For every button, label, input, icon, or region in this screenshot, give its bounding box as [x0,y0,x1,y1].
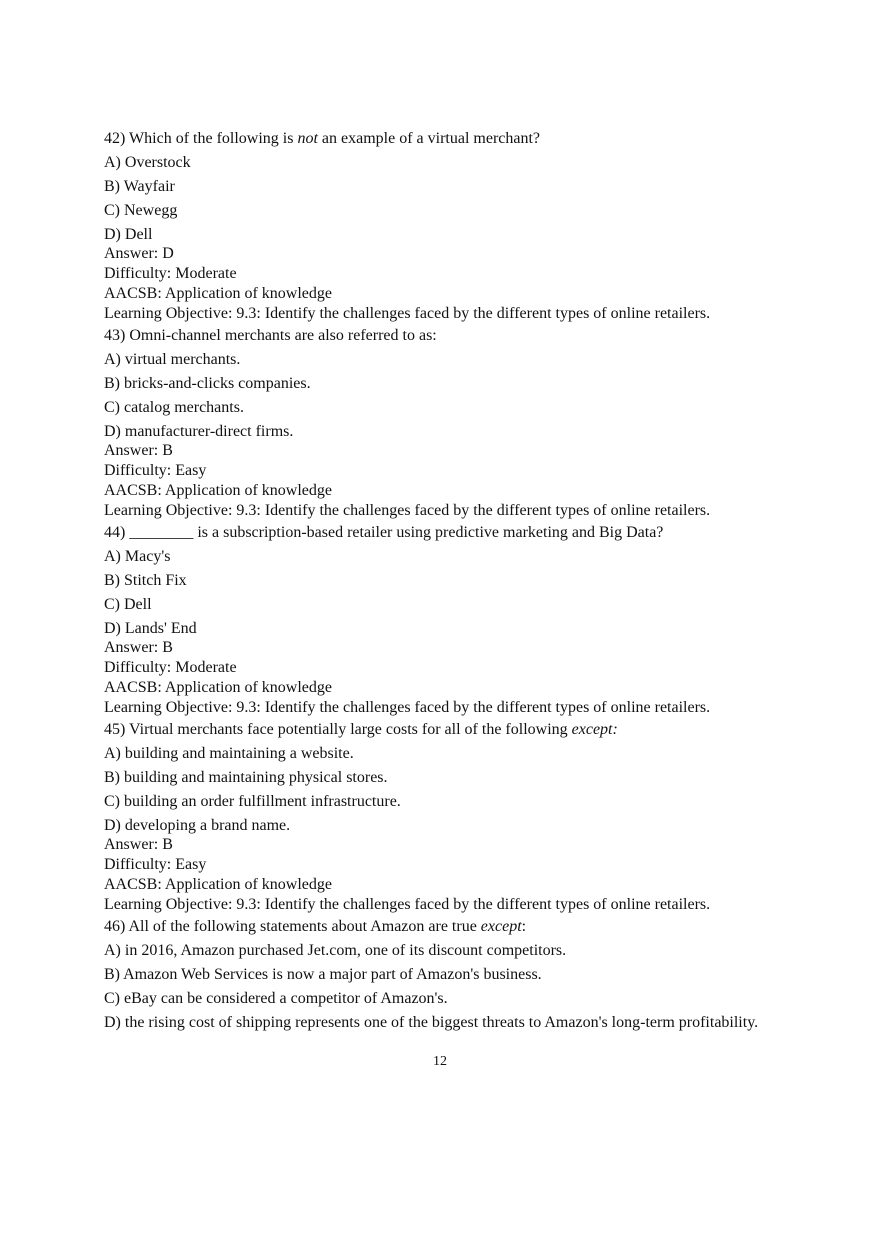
aacsb-line: AACSB: Application of knowledge [104,285,332,302]
difficulty-line: Difficulty: Moderate [104,659,237,676]
option-a: A) in 2016, Amazon purchased Jet.com, one of its discount competitors. [104,942,567,959]
option-a: A) building and maintaining a website. [104,745,354,762]
option-c: C) Dell [104,596,152,613]
difficulty-line: Difficulty: Easy [104,462,207,479]
option-b: B) Stitch Fix [104,572,187,589]
option-a: A) Overstock [104,154,191,171]
option-c: C) catalog merchants. [104,399,244,416]
document-page [104,127,784,1035]
option-b: B) building and maintaining physical stores. [104,769,388,786]
option-c: C) eBay can be considered a competitor of Amazon's. [104,990,448,1007]
question-stem: 45) Virtual merchants face potentially large costs for all of the following except: [104,721,618,738]
question-stem: 42) Which of the following is not an example of a virtual merchant? [104,130,541,147]
aacsb-line: AACSB: Application of knowledge [104,876,332,893]
learning-objective-line: Learning Objective: 9.3: Identify the challenges faced by the different types of online retailers. [104,699,711,716]
aacsb-line: AACSB: Application of knowledge [104,679,332,696]
page-number: 12 [433,1054,447,1069]
option-b: B) Amazon Web Services is now a major part of Amazon's business. [104,966,542,983]
difficulty-line: Difficulty: Moderate [104,265,237,282]
question-block [104,718,784,915]
option-d: D) the rising cost of shipping represents one of the biggest threats to Amazon's long-term profitability. [104,1014,759,1031]
question-stem: 46) All of the following statements about Amazon are true except: [104,918,527,935]
option-c: C) Newegg [104,202,178,219]
option-d: D) Lands' End [104,620,197,637]
option-d: D) manufacturer-direct firms. [104,423,294,440]
learning-objective-line: Learning Objective: 9.3: Identify the challenges faced by the different types of online retailers. [104,896,711,913]
option-a: A) virtual merchants. [104,351,241,368]
learning-objective-line: Learning Objective: 9.3: Identify the challenges faced by the different types of online retailers. [104,305,711,322]
question-block [104,127,784,324]
aacsb-line: AACSB: Application of knowledge [104,482,332,499]
question-block [104,324,784,521]
question-stem: 44) ________ is a subscription-based retailer using predictive marketing and Big Data? [104,524,664,541]
answer-line: Answer: D [104,245,174,262]
option-d: D) Dell [104,226,153,243]
answer-line: Answer: B [104,836,173,853]
option-a: A) Macy's [104,548,171,565]
question-stem: 43) Omni-channel merchants are also referred to as: [104,327,437,344]
learning-objective-line: Learning Objective: 9.3: Identify the challenges faced by the different types of online retailers. [104,502,711,519]
difficulty-line: Difficulty: Easy [104,856,207,873]
question-block [104,521,784,718]
answer-line: Answer: B [104,442,173,459]
option-b: B) bricks-and-clicks companies. [104,375,311,392]
question-block [104,915,784,1035]
answer-line: Answer: B [104,639,173,656]
option-c: C) building an order fulfillment infrastructure. [104,793,401,810]
option-d: D) developing a brand name. [104,817,291,834]
option-b: B) Wayfair [104,178,175,195]
